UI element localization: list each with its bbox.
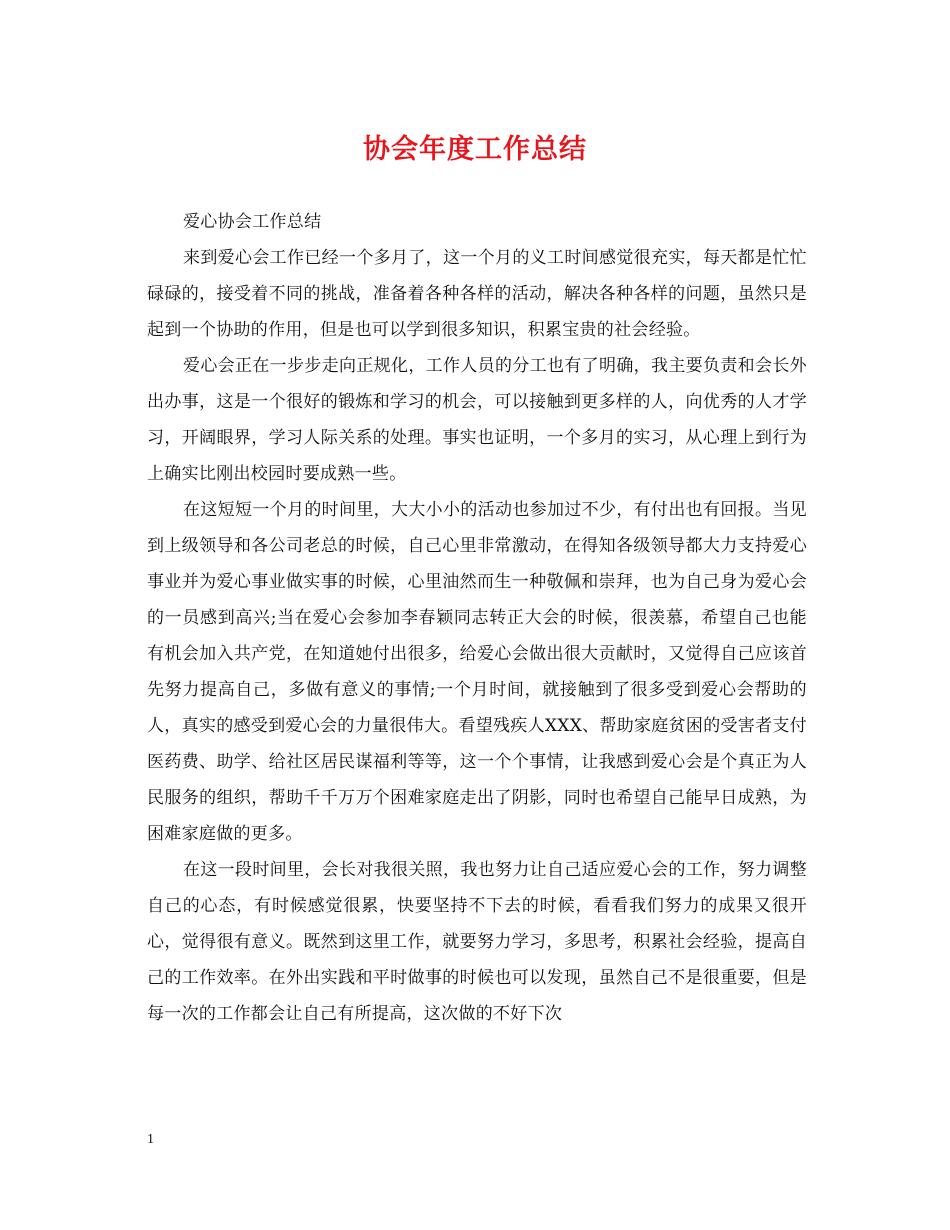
paragraph: 在这短短一个月的时间里，大大小小的活动也参加过不少，有付出也有回报。当见到上级领导和各公司老总的时候，自己心里非常激动，在得知各级领导都大力支持爱心事业并为爱心事业做实事的时候，心里油然而生一种敬佩和崇拜，也为自己身为爱心会的一员感到高兴;当在爱心会参加李春颖同志转正大会的时候，很羡慕，希望自己也能有机会加入共产党，在知道她付出很多，给爱心会做出很大贡献时，又觉得自己应该首先努力提高自己，多做有意义的事情;一个月时间，就接触到了很多受到爱心会帮助的人，真实的感受到爱心会的力量很伟大。看望残疾人XXX、帮助家庭贫困的受害者支付医药费、助学、给社区居民谋福利等等，这一个个事情，让我感到爱心会是个真正为人民服务的组织，帮助千千万万个困难家庭走出了阴影，同时也希望自己能早日成熟，为困难家庭做的更多。 <box>147 500 808 844</box>
paragraph: 爱心会正在一步步走向正规化，工作人员的分工也有了明确，我主要负责和会长外出办事，这是一个很好的锻炼和学习的机会，可以接触到更多样的人，向优秀的人才学习，开阔眼界，学习人际关系的处理。事实也证明，一个多月的实习，从心理上到行为上确实比刚出校园时要成熟一些。 <box>147 356 807 484</box>
paragraph: 来到爱心会工作已经一个多月了，这一个月的义工时间感觉很充实，每天都是忙忙碌碌的，接受着不同的挑战，准备着各种各样的活动，解决各种各样的问题，虽然只是起到一个协助的作用，但是也可以学到很多知识，积累宝贵的社会经验。 <box>147 248 807 340</box>
paragraph: 在这一段时间里，会长对我很关照，我也努力让自己适应爱心会的工作，努力调整自己的心态，有时候感觉很累，快要坚持不下去的时候，看看我们努力的成果又很开心，觉得很有意义。既然到这里工作，就要努力学习，多思考，积累社会经验，提高自己的工作效率。在外出实践和平时做事的时候也可以发现，虽然自己不是很重要，但是每一次的工作都会让自己有所提高，这次做的不好下次 <box>147 860 807 1024</box>
document-body <box>147 204 807 1032</box>
document-title: 协会年度工作总结 <box>363 134 587 165</box>
page-number: 1 <box>147 1132 154 1147</box>
document-subtitle: 爱心协会工作总结 <box>183 212 322 232</box>
